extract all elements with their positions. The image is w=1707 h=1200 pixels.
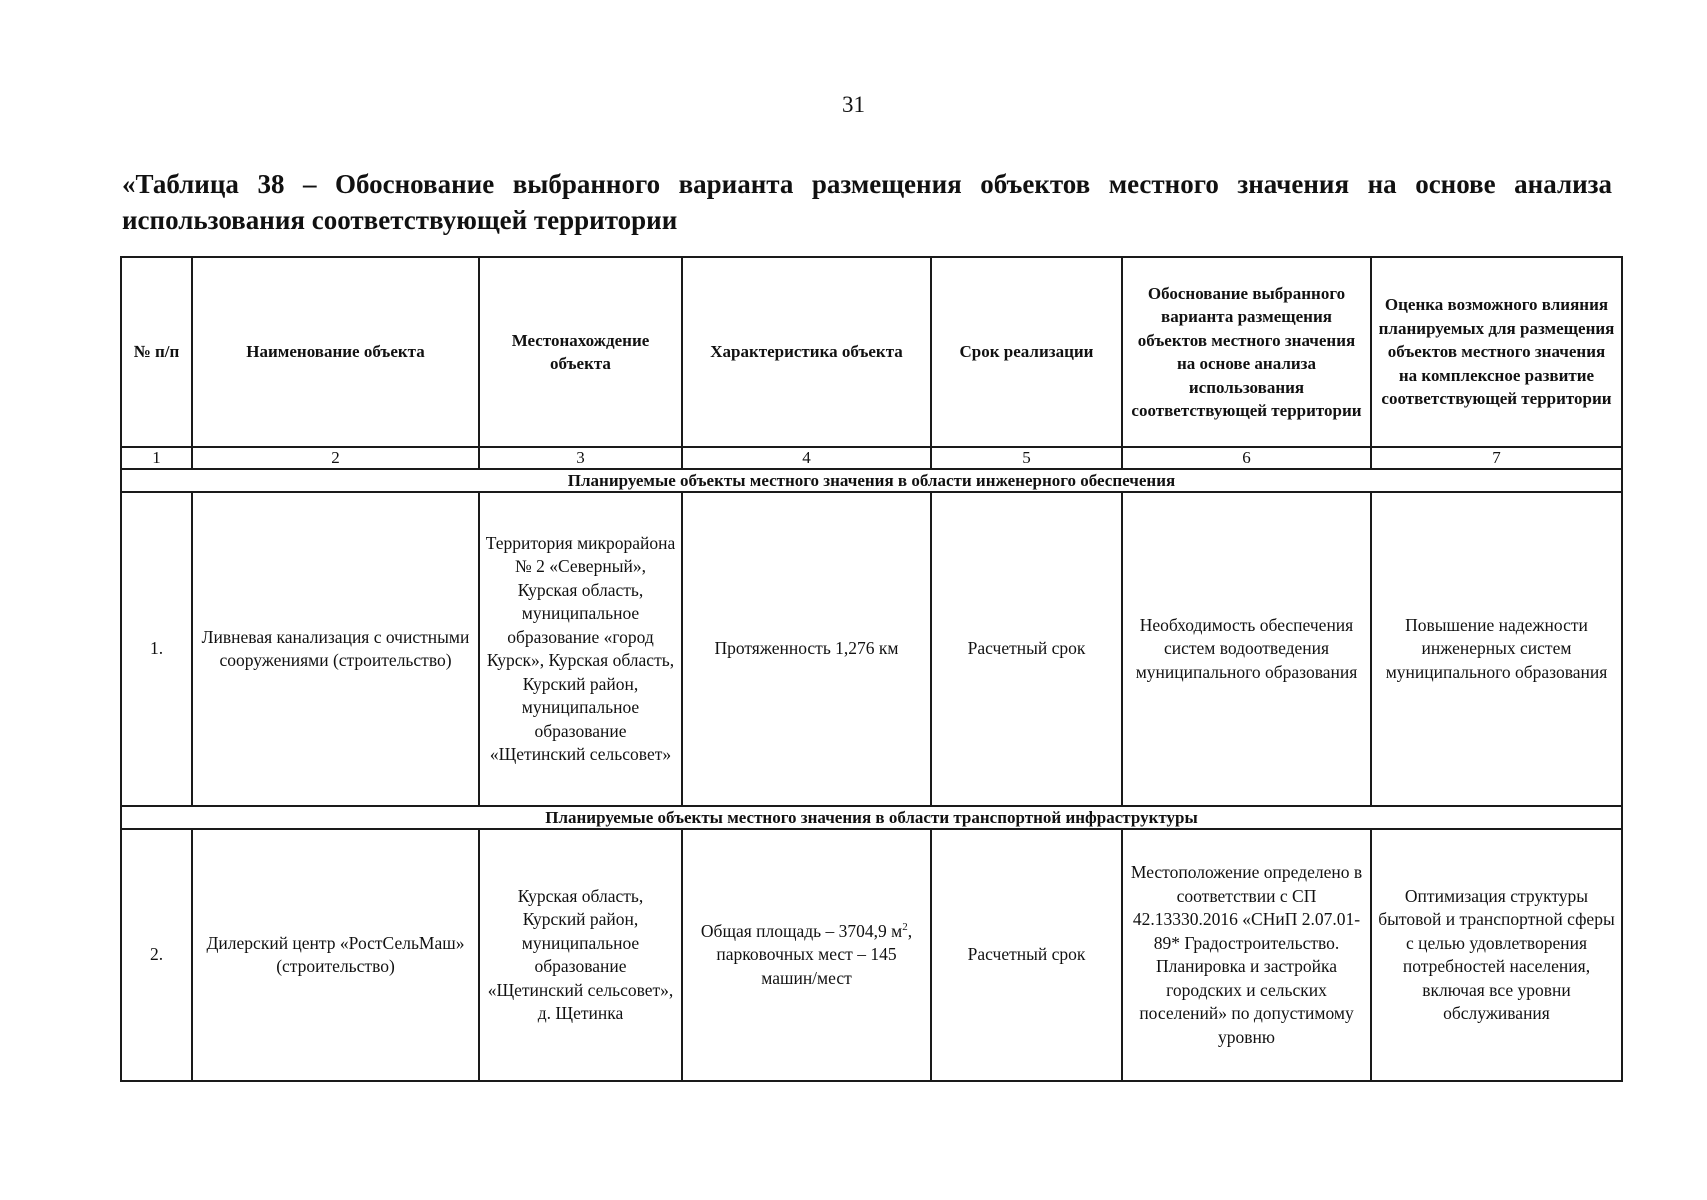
characteristic-area-text: Общая площадь – 3704,9 м [700,920,903,941]
object-characteristic: Протяженность 1,276 км [682,492,931,806]
header-characteristic: Характеристика объекта [682,257,931,447]
header-impact: Оценка возможного влияния планируемых для размещения объектов местного значения на комплексное развитие соответствующей территории [1371,257,1622,447]
object-characteristic [682,829,931,1081]
table-header-row [121,257,1622,447]
row-number: 1. [121,492,192,806]
impact-assessment: Повышение надежности инженерных систем муниципального образования [1371,492,1622,806]
section-title: Планируемые объекты местного значения в области транспортной инфраструктуры [121,806,1622,829]
implementation-term: Расчетный срок [931,829,1122,1081]
column-numbers-row [121,447,1622,469]
page-number: 31 [842,92,865,117]
section-header-row [121,806,1622,829]
section-header-row [121,469,1622,492]
impact-assessment: Оптимизация структуры бытовой и транспортной сферы с целью удовлетворения потребностей населения, включая все уровни обслуживания [1371,829,1622,1081]
header-object-name: Наименование объекта [192,257,479,447]
column-number: 6 [1122,447,1371,469]
column-number: 4 [682,447,931,469]
placement-justification: Местоположение определено в соответствии с СП 42.13330.2016 «СНиП 2.07.01-89* Градостроительство. Планировка и застройка городских и сельских поселений» по допустимому уровню [1122,829,1371,1081]
header-location: Местонахождение объекта [479,257,682,447]
characteristic-parking-text: , парковочных мест – 145 машин/мест [716,920,913,988]
placement-justification: Необходимость обеспечения систем водоотведения муниципального образования [1122,492,1371,806]
object-location: Курская область, Курский район, муниципальное образование «Щетинский сельсовет», д. Щетинка [479,829,682,1081]
header-justification: Обоснование выбранного варианта размещения объектов местного значения на основе анализа использования соответствующей территории [1122,257,1371,447]
column-number: 7 [1371,447,1622,469]
column-number: 3 [479,447,682,469]
row-number: 2. [121,829,192,1081]
table-row [121,829,1622,1081]
section-title: Планируемые объекты местного значения в области инженерного обеспечения [121,469,1622,492]
column-number: 2 [192,447,479,469]
table-caption: «Таблица 38 – Обоснование выбранного варианта размещения объектов местного значения на основе анализа использования соответствующей территории [122,169,1612,235]
implementation-term: Расчетный срок [931,492,1122,806]
superscript-unit: 2 [902,920,908,933]
object-location: Территория микрорайона № 2 «Северный», Курская область, муниципальное образование «город Курск», Курская область, Курский район, муниципальное образование «Щетинский сельсовет» [479,492,682,806]
column-number: 5 [931,447,1122,469]
header-term: Срок реализации [931,257,1122,447]
object-name: Дилерский центр «РостСельМаш» (строительство) [192,829,479,1081]
justification-table [120,256,1623,1082]
column-number: 1 [121,447,192,469]
header-number: № п/п [121,257,192,447]
object-name: Ливневая канализация с очистными сооружениями (строительство) [192,492,479,806]
table-row [121,492,1622,806]
